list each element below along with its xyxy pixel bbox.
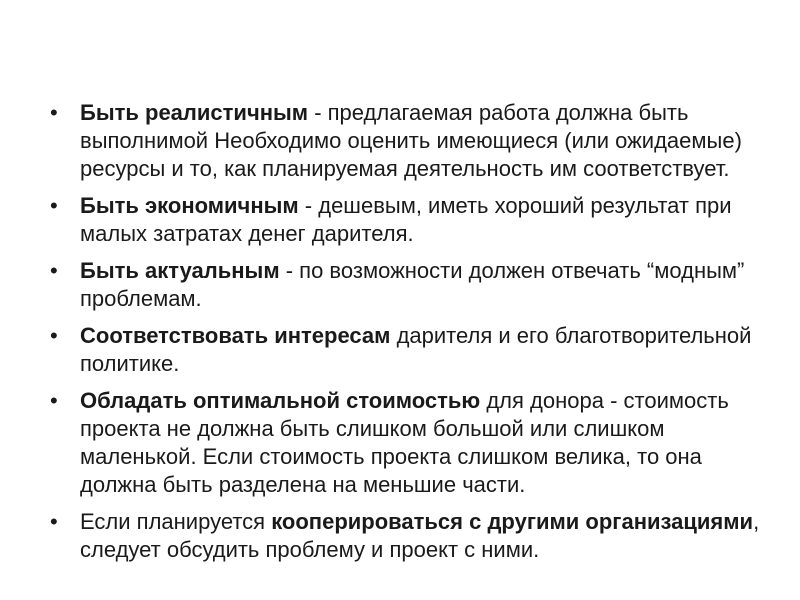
bullet-item-cooperation [48, 508, 763, 564]
bullet-dot-icon: • [50, 258, 58, 283]
bullet-bold-term: кооперироваться с другими организациями [271, 509, 754, 534]
bullet-description: дарителя и его благотворительной политике. [80, 323, 752, 376]
bullet-dot-icon: • [50, 323, 58, 348]
bullet-text [80, 100, 742, 181]
bullet-dot-icon: • [50, 388, 58, 413]
bullet-description: для донора - стоимость проекта не должна быть слишком большой или слишком маленькой. Если стоимость проекта слишком велика, то она должна быть разделена на меньшие части. [80, 388, 729, 497]
bullet-text [80, 323, 751, 376]
bullet-dot-icon: • [50, 193, 58, 218]
bullet-bold-term: Быть экономичным [80, 193, 299, 218]
bullet-bold-term: Быть актуальным [80, 258, 280, 283]
bullet-description: , следует обсудить проблему и проект с ними. [80, 509, 760, 562]
bullet-item-interests [48, 322, 763, 378]
bullet-item-cost [48, 387, 763, 499]
bullet-text [80, 258, 744, 311]
bullet-text [80, 509, 759, 562]
bullet-text [80, 388, 729, 497]
bullet-dot-icon: • [50, 509, 58, 534]
bullet-description: - по возможности должен отвечать “модным” проблемам. [80, 258, 745, 311]
bullet-bold-term: Соответствовать интересам [80, 323, 391, 348]
bullet-description: - дешевым, иметь хороший результат при малых затратах денег дарителя. [80, 193, 732, 246]
bullet-bold-term: Обладать оптимальной стоимостью [80, 388, 481, 413]
bullet-prefix: Если планируется [80, 509, 272, 534]
bullet-item-realistic [48, 99, 763, 183]
bullet-list [48, 99, 763, 573]
bullet-item-economical [48, 192, 763, 248]
bullet-text [80, 193, 732, 246]
bullet-bold-term: Быть реалистичным [80, 100, 309, 125]
bullet-item-relevant [48, 257, 763, 313]
bullet-description: - предлагаемая работа должна быть выполнимой Необходимо оценить имеющиеся (или ожидаемые) ресурсы и то, как планируемая деятельность им соответствует. [80, 100, 742, 181]
bullet-dot-icon: • [50, 100, 58, 125]
